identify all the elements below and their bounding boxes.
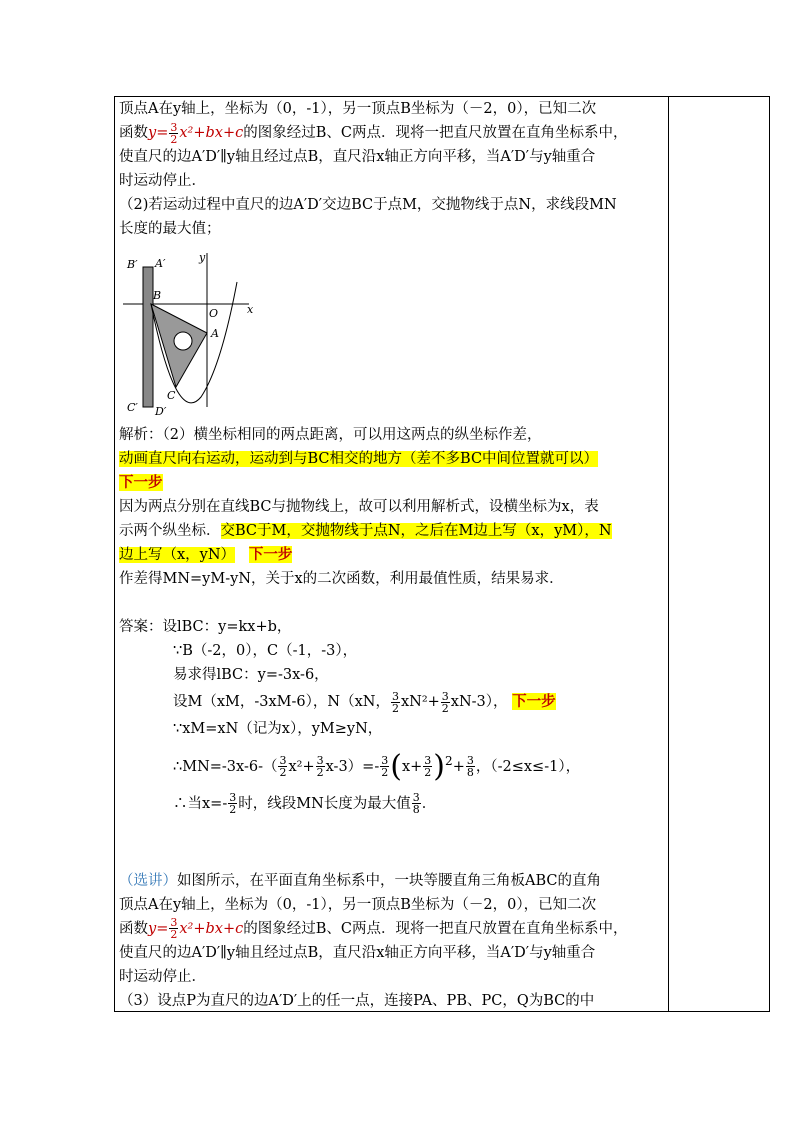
numerator: 3 [170,916,178,930]
spacer [119,845,665,869]
numerator: 3 [316,754,324,768]
label-x: x [247,303,254,316]
numerator: 3 [466,754,474,768]
denominator: 2 [170,132,178,146]
optional-tag: （选讲） [119,872,177,889]
analysis-line6 [119,543,665,567]
text: x²+bx+c [179,125,244,141]
fraction [412,792,421,815]
denominator: 2 [170,928,178,942]
analysis-line7: 作差得MN=yM-yN，关于x的二次函数，利用最值性质，结果易求． [119,571,564,587]
text: + [452,758,465,775]
label-c-prime: C′ [127,401,138,414]
main-cell [119,97,665,1013]
numerator: 3 [279,754,287,768]
text: x²+ [288,758,315,775]
text: y= [148,125,169,141]
fraction [316,755,325,778]
fraction [278,755,287,778]
label-d-prime: D′ [155,405,167,417]
numerator: 3 [391,689,399,703]
denominator: 2 [391,701,399,715]
block2-line6: （3）设点P为直尺的边A′D′上的任一点，连接PA、PB、PC，Q为BC的中 [119,992,595,1009]
label-b: B [153,289,162,302]
block2-line5: 时运动停止． [119,968,206,985]
label-b-prime: B′ [127,258,138,271]
triangle-hole [174,332,192,350]
answer-line1: 答案：设lBC：y=kx+b， [119,619,292,635]
analysis-line1: 解析：（2）横坐标相同的两点距离，可以用这两点的纵坐标作差， [119,427,542,443]
highlight-text: 边上写（x，yN） [119,547,236,563]
text: 时，线段MN长度为最大值 [238,795,411,812]
next-step-tag: 下一步 [512,693,556,710]
paren-close: ) [433,748,445,784]
text: 设M（xM，-3xM-6），N（xN， [173,694,390,710]
text: x²+bx+c [179,920,244,937]
text: ． [421,795,437,812]
numerator: 3 [412,791,420,805]
analysis-line2 [119,447,665,471]
text: 函数 [119,125,148,141]
text: 如图所示，在平面直角坐标系中，一块等腰直角三角板ABC的直角 [177,872,601,889]
denominator: 2 [441,701,449,715]
answer-line2: ∵B（-2，0），C（-1，-3）， [173,643,358,659]
exponent: 2 [445,754,453,768]
block1-line1: 顶点A在y轴上，坐标为（0，-1），另一顶点B坐标为（－2，0），已知二次 [119,101,597,117]
text: ，（-2≤x≤-1）， [475,758,581,775]
text: y= [148,920,169,937]
block1-line2 [119,121,665,145]
block1-line4: 时运动停止． [119,173,206,189]
analysis-line3 [119,471,665,495]
block1-line6: 长度的最大值； [119,221,221,237]
fraction [380,755,389,778]
analysis-line5 [119,519,665,543]
text: x-3）=- [325,758,380,775]
label-a-prime: A′ [155,257,166,270]
denominator: 2 [316,766,324,780]
numerator: 3 [229,791,237,805]
answer-line7 [119,787,665,821]
text: xN²+ [400,694,440,710]
numerator: 3 [424,754,432,768]
paren-open: ( [390,748,402,784]
next-step-tag: 下一步 [119,474,163,491]
label-a: A [211,327,219,340]
denominator: 2 [229,803,237,817]
label-y: y [199,251,206,264]
block1-line5: （2)若运动过程中直尺的边A′D′交边BC于点M，交抛物线于点N，求线段MN [119,197,617,213]
denominator: 8 [466,766,474,780]
answer-line3: 易求得lBC：y=-3x-6， [173,667,329,683]
fraction [391,691,400,714]
block1-line3: 使直尺的边A′D′∥y轴且经过点B，直尺沿x轴正方向平移，当A′D′与y轴重合 [119,149,596,165]
answer-line4 [119,687,665,717]
block2-line2: 顶点A在y轴上，坐标为（0，-1），另一顶点B坐标为（－2，0），已知二次 [119,896,597,913]
column-divider [668,97,669,1011]
numerator: 3 [441,689,449,703]
numerator: 3 [170,120,178,134]
block2-line1 [119,869,665,893]
spacer [119,821,665,845]
label-o: O [209,307,219,320]
text: 示两个纵坐标． [119,523,221,539]
next-step-tag: 下一步 [248,546,293,563]
geometry-figure [121,247,261,417]
text: ∴当x=- [173,795,228,812]
answer-line6 [119,741,665,787]
block2-line3 [119,917,665,941]
highlight-text: 交BC于M，交抛物线于点N，之后在M边上写（x，yM），N [220,523,612,539]
text: 函数 [119,920,148,937]
text: ∴MN=-3x-6-（ [173,758,278,775]
spacer [119,591,665,615]
text: xN-3）， [450,694,508,710]
fraction [423,755,432,778]
text: x+ [401,758,423,775]
denominator: 2 [279,766,287,780]
text: 的图象经过B、C两点．现将一把直尺放置在直角坐标系中， [243,920,628,937]
fraction [228,792,237,815]
analysis-line4: 因为两点分别在直线BC与抛物线上，故可以利用解析式，设横坐标为x，表 [119,499,599,515]
answer-line5: ∵xM=xN（记为x），yM≥yN， [173,721,383,737]
fraction [169,122,178,145]
ruler [143,267,153,407]
fraction [466,755,475,778]
text: 的图象经过B、C两点．现将一把直尺放置在直角坐标系中， [243,125,628,141]
denominator: 2 [381,766,389,780]
content-table [114,96,770,1012]
label-c: C [167,389,176,402]
highlight-text: 动画直尺向右运动，运动到与BC相交的地方（差不多BC中间位置就可以） [119,451,599,467]
block2-line4: 使直尺的边A′D′∥y轴且经过点B，直尺沿x轴正方向平移，当A′D′与y轴重合 [119,944,596,961]
numerator: 3 [381,754,389,768]
fraction [169,917,178,940]
fraction [441,691,450,714]
denominator: 8 [412,803,420,817]
denominator: 2 [424,766,432,780]
